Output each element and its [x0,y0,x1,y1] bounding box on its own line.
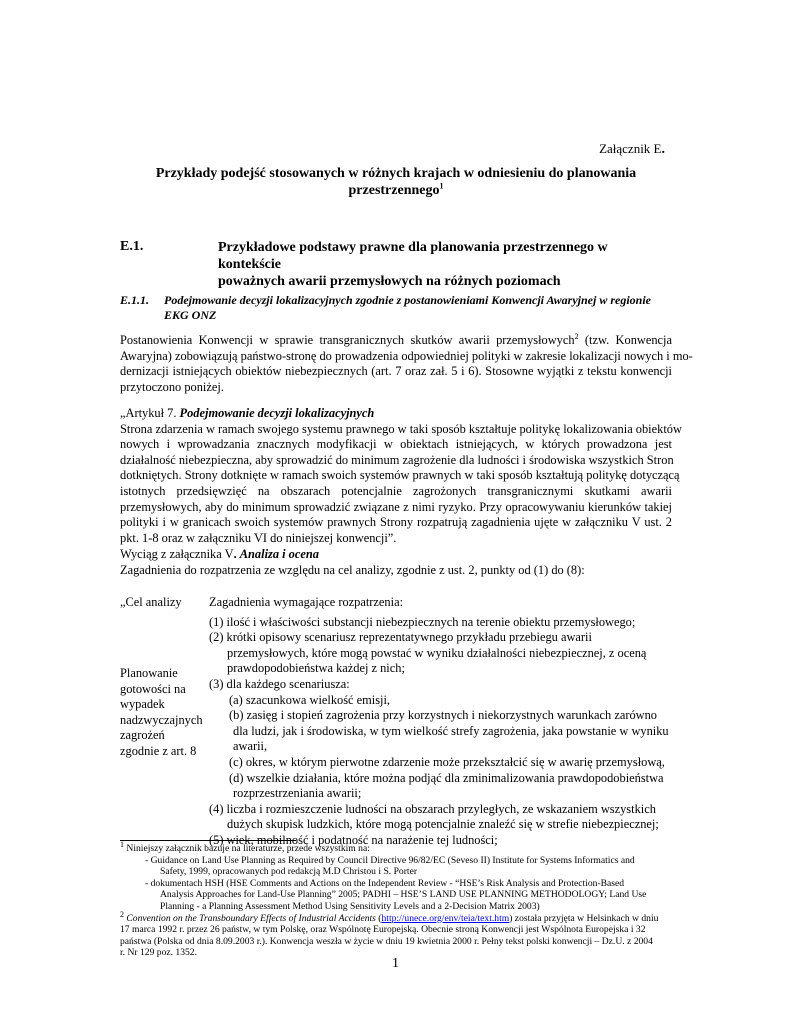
paragraph-line: dernizacji istniejących obiektów niebezpiecznych (art. 7 oraz zał. 5 i 6). Stosowne wyjątki z tekstu konwencji [120,364,672,379]
table-item: dla ludzi, jak i środowiska, w tym wielkość strefy zagrożenia, jaka powstanie w wyniku [233,723,669,738]
table-left-top: „Cel analizy [120,595,182,609]
table-left-line: wypadek [120,697,165,712]
footnote-ref-2: 2 [574,331,579,341]
table-item: awarii, [233,739,268,754]
article-line: Strona zdarzenia w ramach swojego systemu prawnego w taki sposób kształtuje politykę lokalizowania obiektów [120,421,682,436]
annex-label-text: Załącznik E [599,141,662,156]
annex-label [0,141,665,158]
footnote-1-bullet: - dokumentach HSH (HSE Comments and Actions on the Independent Review - “HSE’s Risk Analysis and Protection-Based [145,877,625,889]
annex-v-excerpt [120,547,672,578]
table-item: (5) wiek, mobilność i podatność na narażenie tej ludności; [209,832,498,847]
subsection-heading [120,293,672,323]
article-line: dotkniętych. Strony dotknięte w ramach swoich systemów prawnych w taki sposób kształtują politykę dotyczącą [120,468,680,483]
footnote-1-bullet: - Guidance on Land Use Planning as Required by Council Directive 96/82/EC (Seveso II) Institute for Systems Informatics and [145,854,635,866]
article-prefix: „Artykuł 7. [120,406,180,420]
article-line: istotnych przedsięwzięć na obszarach potencjalnie zagrożonych transgranicznymi skutkami awarii [120,483,672,498]
table-item: (a) szacunkowa wielkość emisji, [229,692,391,707]
table-item: (c) okres, w którym pierwotne zdarzenie może przekształcić się w awarię przemysłową, [229,754,665,769]
paragraph-text: (tzw. Konwencja [578,333,672,347]
footnote-1-text: Niniejszy załącznik bazuje na literaturze, przede wszystkim na: [124,843,370,854]
footnote-2-line: r. Nr 129 poz. 1352. [120,947,198,959]
table-right-column [209,595,669,849]
annex-label-dot: . [661,142,665,157]
footnote-ref-1: 1 [439,181,444,191]
footnote-1-bullet-cont: Analysis Approaches for Land-Use Planning” 2005; PADHI – HSE’S LAND USE PLANNING METHODOLOGY; Land Use [160,889,647,901]
document-title [120,165,672,199]
document-title-line2 [120,182,672,199]
table-item: dużych skupisk ludzkich, które mogą potencjalnie znaleźć się w strefie niebezpiecznej; [227,817,659,832]
article-line: polityki i w granicach swoich systemów prawnych Strony rozpatrują zagadnienia ujęte w załączniku V ust. 2 [120,515,672,530]
footnote-separator [120,840,296,841]
table-item: (2) krótki opisowy scenariusz reprezentatywnego przykładu przebiegu awarii [209,630,592,645]
footnote-1-number: 1 [120,839,124,849]
table-item: (1) ilość i właściwości substancji niebezpiecznych na terenie obiektu przemysłowego; [209,614,636,629]
table-item: (4) liczba i rozmieszczenie ludności na obszarach przyległych, ze wskazaniem wszystkich [209,801,656,816]
footnote-1-bullet-cont: Safety, 1999, opracowanych pod redakcją M.D Christou i S. Porter [160,866,418,878]
table-left-line: zgodnie z art. 8 [120,743,197,758]
article-line: działalność niebezpieczna, aby sprowadzić do minimum zagrożenie dla ludności i środowiska wszystkich Stron [120,452,674,467]
footnote-2-line: państwa (Polska od dnia 8.09.2003 r.). Konwencja weszła w życie w dniu 19 kwietnia 2000 r. Pełny tekst polski konwencji – Dz.U. z 2004 [120,935,653,947]
footnote-2-title: Convention on the Transboundary Effects of Industrial Accidents [124,912,376,924]
table-item: (b) zasięg i stopień zagrożenia przy korzystnych i niekorzystnych warunkach zarówno [229,708,658,723]
footnote-2-line: 17 marca 1992 r. przez 26 państw, w tym Polskę, oraz Wspólnotę Europejską. Obecnie stroną Konwencji jest Wspólnota Europejska i 32 [120,924,646,936]
footnote-2-number: 2 [120,909,124,919]
paragraph-text: Postanowienia Konwencji w sprawie transgranicznych skutków awarii przemysłowych [120,333,575,347]
subsection-title-line2: EKG ONZ [164,308,217,322]
footnote-1-bullet-cont: Planning - a Planning Assessment Method Using Sensitivity Levels and a 2-Decision Matrix 2003) [160,900,540,912]
article-line: przemysłowych, aby do minimum sprowadzić związane z nimi ryzyko. Przy opracowywaniu kierunków takiej [120,499,672,514]
paragraph-line [120,333,672,349]
excerpt-dot: . [233,547,240,561]
table-left-line: Planowanie [120,666,178,680]
section-title-line2: poważnych awarii przemysłowych na różnych poziomach [218,274,561,289]
table-left-line: nadzwyczajnych [120,712,203,727]
table-item: przemysłowych, które mogą powstać w wyniku działalności niebezpiecznej, z oceną [227,645,647,660]
subsection-title-line1: Podejmowanie decyzji lokalizacyjnych zgodnie z postanowieniami Konwencji Awaryjnej w regionie [164,293,652,307]
section-title [218,239,670,290]
footnote-2-paren: ( [375,912,382,924]
paragraph-line: przytoczono poniżej. [120,379,224,394]
paragraph-convention [120,331,693,395]
excerpt-line: Zagadnienia do rozpatrzenia ze względu na cel analizy, zgodnie z ust. 2, punkty od (1) do (8): [120,562,585,577]
article-heading: Podejmowanie decyzji lokalizacyjnych [179,406,375,420]
document-title-line2-text: przestrzennego [348,183,440,198]
article-heading-line [120,406,672,422]
table-item: (d) wszelkie działania, które można podjąć dla zminimalizowania prawdopodobieństwa [229,770,664,785]
excerpt-heading-line [120,547,672,563]
table-right-header: Zagadnienia wymagające rozpatrzenia: [209,595,404,609]
footnote-2 [120,909,680,925]
convention-link[interactable]: http://unece.org/env/teia/text.htm [381,912,510,924]
page-number: 1 [392,956,399,971]
article-line: pkt. 1-8 oraz w załączniku VI do niniejszej konwencji”. [120,530,397,545]
section-title-line1: Przykładowe podstawy prawne dla planowania przestrzennego w kontekście [218,240,608,272]
document-title-line1: Przykłady podejść stosowanych w różnych krajach w odniesieniu do planowania [155,166,637,181]
table-item: prawdopodobieństwa każdej z nich; [227,661,405,676]
paragraph-line: Awaryjna) zobowiązują państwo-stronę do prowadzenia odpowiedniej polityki w zakresie lokalizacji nowych i mo- [120,348,693,363]
footnote-2-text: ) została przyjęta w Helsinkach w dniu [509,912,659,924]
article-7-quote [120,406,682,546]
section-number: E.1. [120,239,144,254]
table-left-bottom [120,666,210,760]
table-item: rozprzestrzeniania awarii; [233,786,362,801]
excerpt-heading: Analiza i ocena [239,547,319,561]
table-item: (3) dla każdego scenariusza: [209,676,350,691]
article-line: nowych i wprowadzania znacznych modyfikacji w obiektach istniejących, w których prowadzona jest [120,437,672,452]
subsection-number: E.1.1. [120,293,150,307]
excerpt-prefix: Wyciąg z załącznika V [120,547,234,561]
table-left-line: gotowości na [120,681,186,696]
table-left-line: zagrożeń [120,728,165,743]
subsection-line1 [120,293,672,308]
